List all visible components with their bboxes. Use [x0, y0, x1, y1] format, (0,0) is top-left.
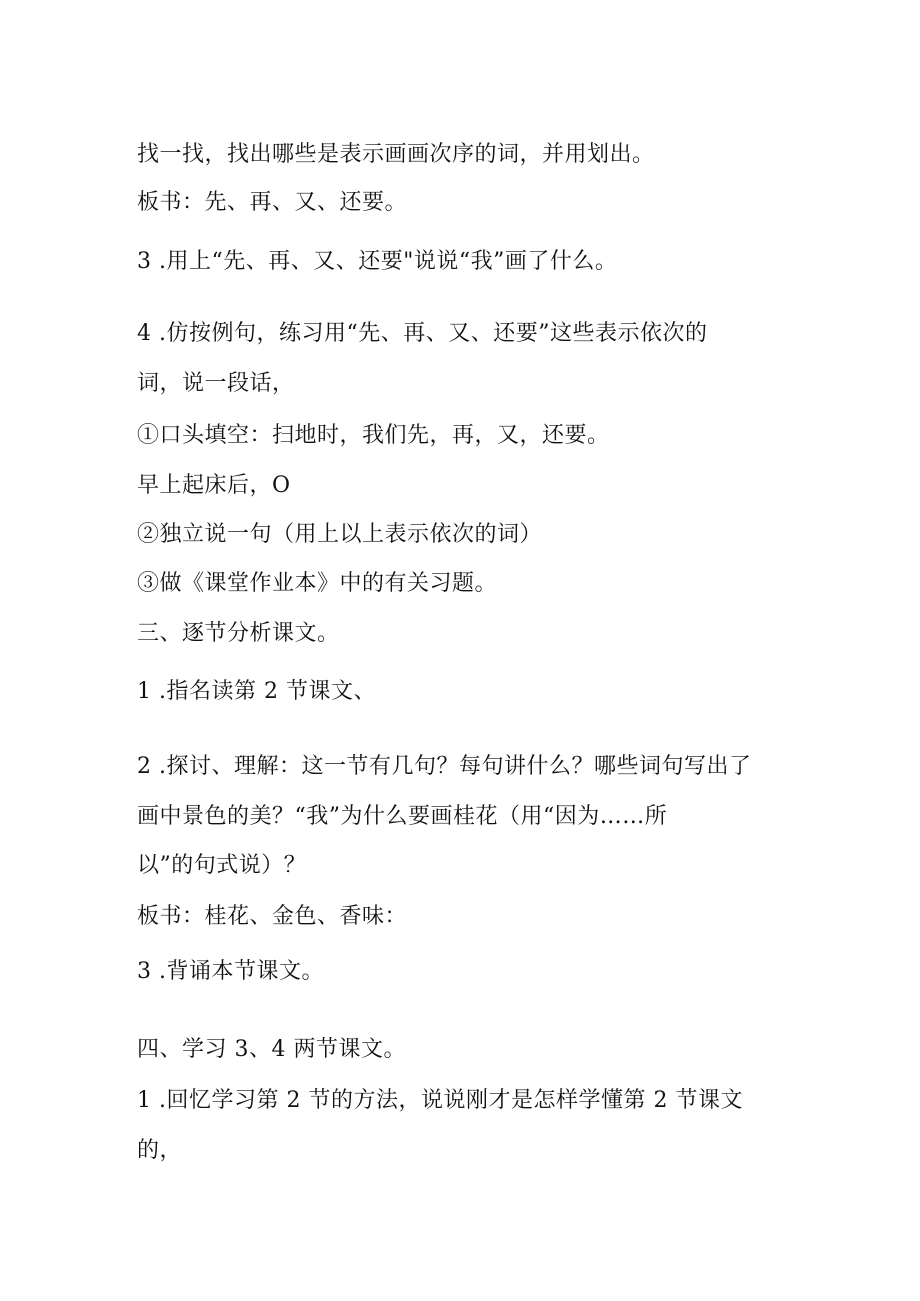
text-line: ①口头填空：扫地时，我们先，再，又，还要。: [137, 423, 610, 448]
text-line: 找一找，找出哪些是表示画画次序的词，并用划出。: [137, 142, 655, 167]
section-heading: 三、逐节分析课文。: [137, 621, 340, 646]
text-line: 词，说一段话，: [137, 371, 295, 396]
text-line: 1 .指名读第 2 节课文、: [137, 679, 376, 704]
text-line: 1 .回忆学习第 2 节的方法，说说刚才是怎样学懂第 2 节课文: [137, 1088, 743, 1113]
text-line: ②独立说一句（用上以上表示依次的词）: [137, 522, 543, 547]
text-line: 以”的句式说）？: [137, 853, 307, 878]
text-line: 板书：先、再、又、还要。: [137, 190, 408, 215]
text-line: 早上起床后，O: [137, 473, 291, 498]
text-line: 4 .仿按例句，练习用“先、再、又、还要”这些表示依次的: [137, 321, 708, 346]
text-line: ③做《课堂作业本》中的有关习题。: [137, 571, 498, 596]
section-heading: 四、学习 3、4 两节课文。: [137, 1037, 406, 1062]
text-line: 2 .探讨、理解：这一节有几句？每句讲什么？哪些词句写出了: [137, 754, 752, 779]
text-line: 3 .用上“先、再、又、还要"说说“我”画了什么。: [137, 249, 618, 274]
text-line: 的，: [137, 1138, 183, 1163]
text-line: 板书：桂花、金色、香味：: [137, 904, 408, 929]
text-line: 3 .背诵本节课文。: [137, 959, 324, 984]
text-line: 画中景色的美？“我”为什么要画桂花（用“因为……所: [137, 804, 668, 829]
